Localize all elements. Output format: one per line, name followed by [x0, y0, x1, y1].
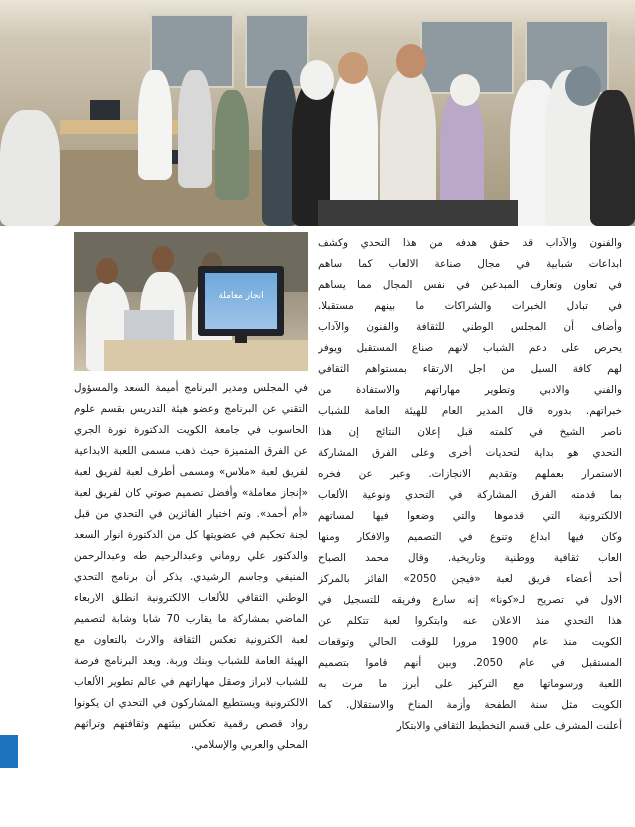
person: [0, 110, 60, 226]
text-line: عن الفرق المتميزة حيث ذهب مسمى اللعبة الابداعية: [74, 445, 308, 457]
text-line: الاستمرار بعملهم وتقديم الانجازات. وعبر عن فخره: [318, 468, 622, 480]
monitor: [198, 266, 284, 336]
text-line: أعلنت المشرف على قسم التخطيط الثقافي والابتكار: [396, 720, 622, 732]
text-line: لعبة الكترونية تعكس الثقافة والارث بالتعاون مع: [74, 634, 308, 646]
person: [215, 90, 249, 200]
text-line: الاول في تصريح لـ«كونا» إنه سارع وفريقه للتسجيل في: [318, 594, 622, 606]
head: [450, 74, 480, 106]
text-line: التقني عن البرنامج وعضو هيئة التدريس بقسم علوم: [74, 403, 308, 415]
text-line: خبراتهم. بدوره قال المدير العام للهيئة العامة للشباب: [318, 405, 622, 417]
text-line: المحلي والعربي والإسلامي.: [190, 739, 308, 751]
text-line: في المجلس ومدير البرنامج أميمة السعد والمسؤول: [74, 382, 308, 394]
person: [138, 70, 172, 180]
text-line: والدكتور علي روماني وعبدالرحيم طه وعبدالرحمن: [74, 550, 308, 562]
text-line: المنيفي وجاسم الرشيدي. يذكر أن برنامج التحدي: [74, 571, 308, 583]
text-line: «أم أحمد». وتم اختيار الفائزين في التحدي من قبل: [74, 508, 308, 520]
text-line: للشباب لابراز وصقل مهاراتهم في عالم تطوير الألعاب: [74, 676, 308, 688]
text-line: رواد قصص رقمية تعكس بيئتهم وثقافتهم وتراثهم: [74, 718, 308, 730]
text-line: العاب ثقافية ووطنية وتاريخية. وقال محمد الصباح: [318, 552, 622, 564]
table: [318, 200, 518, 226]
monitor-stand: [235, 333, 247, 343]
text-line: في تبادل الخبرات والشراكات ما بينهم مستقبلا.: [318, 300, 622, 312]
text-line: المستقبل في عام 2050. وبين أنهم قاموا بتصميم: [318, 657, 622, 669]
text-line: الالكترونية التي قدموها والتي وضعوا فيها لمساتهم: [318, 510, 622, 522]
text-line: بما قدمته الفرق المشاركة في التحدي ونوعية الألعاب: [318, 489, 622, 501]
text-line: التحدي هو بداية لتحديات أخرى وعلى الفرق المشاركة: [318, 447, 622, 459]
head: [338, 52, 368, 84]
article-column-left: [74, 378, 308, 756]
text-line: والفني والادبي وتطوير مهاراتهم والاستفادة من: [318, 384, 622, 396]
text-line: الكويت مثل سنة الطفحة وأزمة المناخ والاستقلال. كما: [318, 699, 622, 711]
person: [590, 90, 635, 226]
article-column-right: [318, 233, 622, 737]
desk: [104, 340, 308, 371]
page-marker: [0, 735, 18, 768]
head: [152, 246, 174, 272]
head: [300, 60, 334, 100]
text-line: الكويت منذ عام 1900 مرورا للوقت الحالي وتوقعات: [318, 636, 622, 648]
head: [565, 66, 601, 106]
laptop: [90, 100, 120, 120]
monitor-game-title: انجاز معاملة: [218, 291, 264, 301]
head: [396, 44, 426, 78]
head: [96, 258, 118, 284]
text-line: «إنجاز معاملة» وأفضل تصميم صوتي كان لفريق لعبة: [74, 487, 308, 499]
text-line: والفنون والآداب قد حقق هدفه من هذا التحدي وكشف: [318, 237, 622, 249]
text-line: ناصر الشيخ في كلمته قبل إعلان النتائج إن هذا: [318, 426, 622, 438]
laptop: [124, 310, 174, 340]
monitor-screen: [205, 273, 277, 329]
text-line: الالكترونية ويستطيع المشاركون في التحدي ان يكونوا: [74, 697, 308, 709]
text-line: الماضي بمشاركة ما يقارب 70 شابا وشابة لتصميم: [74, 613, 308, 625]
text-line: الهيئة العامة للشباب وبنك وربة. ويعد البرنامج فرصة: [74, 655, 308, 667]
text-line: وأضاف أن المجلس الوطني للثقافة والفنون والآداب: [318, 321, 622, 333]
text-line: في تعاون وتعارف المبدعين في نفس المجال مما يساهم: [318, 279, 622, 291]
event-photo-small: [74, 232, 308, 371]
text-line: الحاسوب في جامعة الكويت الدكتورة نورة الجري: [74, 424, 308, 436]
text-line: الوطني الثقافي للألعاب الالكترونية انطلق الاربعاء: [74, 592, 308, 604]
text-line: وكان فيها ابداع وتنوع في التصميم والافكار ومنها: [318, 531, 622, 543]
event-photo-top: [0, 0, 635, 226]
person: [178, 70, 212, 188]
text-line: لفريق لعبة «ملاس» ومسمى أطرف لعبة لفريق لعبة: [74, 466, 308, 478]
text-line: لهم كافة السبل من اجل الارتقاء بمستواهم الثقافي: [318, 363, 622, 375]
text-line: ابداعات شبابية في مجال صناعة الالعاب كما ساهم: [318, 258, 622, 270]
text-line: اللعبة ورسوماتها مع التركيز على أبرز ما مرت به: [318, 678, 622, 690]
text-line: يحرص على دعم الشباب لانهم صناع المستقبل ويوفر: [318, 342, 622, 354]
text-line: أحد أعضاء فريق لعبة «فيجن 2050» الفائز بالمركز: [318, 573, 622, 585]
text-line: هذا التحدي منذ الاعلان عنه وابتكروا لعبة تتكلم عن: [318, 615, 622, 627]
text-line: لجنة تحكيم في عضويتها كل من الدكتورة انوار السعد: [74, 529, 308, 541]
